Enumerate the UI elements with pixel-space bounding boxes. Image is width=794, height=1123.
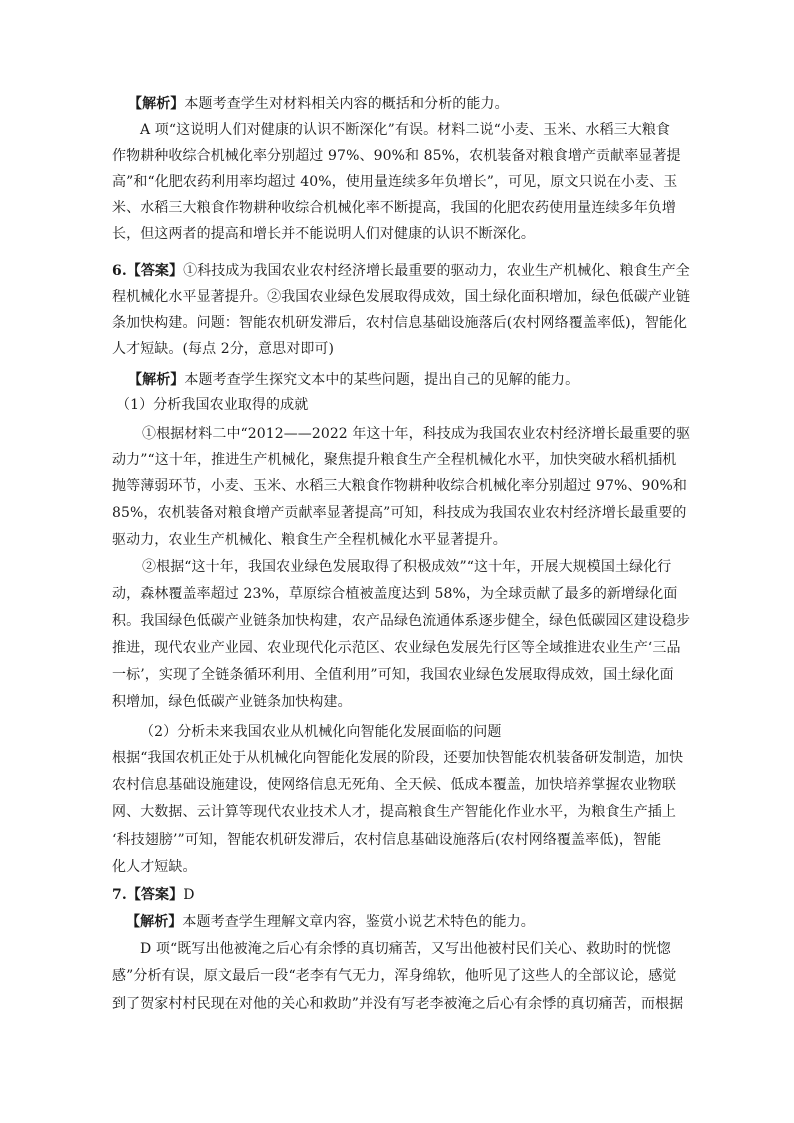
text-line	[112, 775, 676, 795]
analysis-line	[128, 94, 509, 114]
text-line	[112, 224, 535, 244]
analysis-label: 【解析】	[128, 96, 185, 112]
line-text: A 项“这说明人们对健康的认识不断深化”有误。材料二说“小麦、玉米、水稻三大粮食	[140, 122, 671, 138]
analysis-label: 【解析】	[126, 914, 183, 930]
text-line	[112, 802, 676, 822]
line-text: 人才短缺。(每点 2分，意思对即可)	[112, 341, 335, 357]
line-text: ②根据“这十年，我国农业绿色发展取得了积极成效”“这十年，开展大规模国土绿化行	[142, 559, 672, 575]
line-text: 驱动力，农业生产机械化、粮食生产全程机械化水平显著提升。	[112, 532, 507, 548]
text-line	[112, 198, 676, 218]
line-text: 米、水稻三大粮食作物耕种收综合机械化率不断提高，我国的化肥农药使用量连续多年负增	[112, 200, 676, 216]
analysis-line	[128, 370, 579, 390]
line-text: 作物耕种收综合机械化率分别超过 97%、90%和 85%，农机装备对粮食增产贡献率显著提	[112, 148, 681, 164]
line-text: 长，但这两者的提高和增长并不能说明人们对健康的认识不断深化。	[112, 226, 535, 242]
line-text: 高”和“化肥农药利用率均超过 40%，使用量连续多年负增长”，可见，原文只说在小麦、玉	[112, 174, 678, 190]
analysis-label: 【解析】	[128, 372, 185, 388]
text-line	[142, 424, 690, 444]
text-line	[112, 146, 681, 166]
text-line	[140, 939, 671, 959]
line-text: 85%，农机装备对粮食增产贡献率显著提高”可知，科技成为我国农业农村经济增长最重要的	[112, 505, 687, 521]
text-line	[112, 503, 686, 523]
line-text: D 项“既写出他被淹之后心有余悸的真切痛苦，又写出他被村民们关心、救助时的恍惚	[140, 941, 671, 957]
answer-line	[112, 261, 690, 281]
line-text: （2）分析未来我国农业从机械化向智能化发展面临的问题	[140, 724, 502, 740]
text-line	[112, 611, 690, 631]
text-line	[112, 830, 661, 850]
analysis-line	[126, 912, 535, 932]
line-text: 本题考查学生理解文章内容，鉴赏小说艺术特色的能力。	[182, 914, 535, 930]
text-line	[112, 450, 676, 470]
line-text: 网、大数据、云计算等现代农业技术人才，提高粮食生产智能化作业水平，为粮食生产插上	[112, 804, 676, 820]
line-text: 根据“我国农机正处于从机械化向智能化发展的阶段，还要加快智能农机装备研发制造，加快	[112, 750, 684, 766]
line-text: 条加快构建。问题：智能农机研发滞后，农村信息基础设施落后(农村网络覆盖率低)，智能化	[112, 315, 688, 331]
line-text: 本题考查学生探究文本中的某些问题，提出自己的见解的能力。	[184, 372, 580, 388]
line-text: 动，森林覆盖率超过 23%，草原综合植被盖度达到 58%，为全球贡献了最多的新增绿化面	[112, 586, 678, 602]
text-line	[140, 120, 670, 140]
text-line	[112, 665, 674, 685]
text-line	[112, 966, 676, 986]
line-text: ①根据材料二中“2012——2022 年这十年，科技成为我国农业农村经济增长最重要的驱	[142, 426, 691, 442]
answer-label: 7.【答案】	[112, 887, 184, 903]
text-line	[112, 994, 683, 1014]
line-text: 本题考查学生对材料相关内容的概括和分析的能力。	[184, 96, 509, 112]
line-text: 感”分析有误，原文最后一段“老李有气无力，浑身绵软，他听见了这些人的全部议论，感觉	[112, 968, 677, 984]
line-text: 农村信息基础设施建设，使网络信息无死角、全天候、低成本覆盖，加快培养掌握农业物联	[112, 777, 676, 793]
text-line	[112, 584, 677, 604]
text-line	[112, 172, 677, 192]
text-line	[112, 313, 687, 333]
line-text: ①科技成为我国农业农村经济增长最重要的驱动力，农业生产机械化、粮食生产全	[183, 263, 690, 279]
answer-line	[112, 885, 195, 905]
line-text: 积增加，绿色低碳产业链条加快构建。	[112, 694, 352, 710]
text-line	[112, 638, 681, 658]
text-line	[112, 476, 687, 496]
text-line	[112, 857, 197, 877]
line-text: 到了贺家村村民现在对他的关心和救助”并没有写老李被淹之后心有余悸的真切痛苦，而根据	[112, 996, 684, 1012]
line-text: D	[183, 887, 195, 903]
line-text: 一标’，实现了全链条循环利用、全值利用”可知，我国农业绿色发展取得成效，国土绿化面	[112, 667, 674, 683]
line-text: 化人才短缺。	[112, 859, 197, 875]
answer-label: 6.【答案】	[112, 263, 184, 279]
section-heading	[140, 722, 502, 742]
text-line	[112, 530, 507, 550]
line-text: 动力”“这十年，推进生产机械化，聚焦提升粮食生产全程机械化水平，加快突破水稻机插机	[112, 452, 677, 468]
text-line	[112, 748, 683, 768]
line-text: 抛等薄弱环节，小麦、玉米、水稻三大粮食作物耕种收综合机械化率分别超过 97%、90%和	[112, 478, 687, 494]
section-heading	[116, 395, 308, 415]
line-text: 程机械化水平显著提升。②我国农业绿色发展取得成效，国土绿化面积增加，绿色低碳产业链	[112, 289, 691, 305]
text-line	[112, 339, 334, 359]
line-text: 积。我国绿色低碳产业链条加快构建，农产品绿色流通体系逐步健全，绿色低碳园区建设稳步	[112, 613, 691, 629]
line-text: 推进，现代农业产业园、农业现代化示范区、农业绿色发展先行区等全域推进农业生产‘三品	[112, 640, 681, 656]
line-text: ‘科技翅膀’”可知，智能农机研发滞后，农村信息基础设施落后(农村网络覆盖率低)，智能	[112, 832, 662, 848]
text-line	[142, 557, 671, 577]
text-line	[112, 287, 690, 307]
line-text: （1）分析我国农业取得的成就	[116, 397, 309, 413]
text-line	[112, 692, 352, 712]
